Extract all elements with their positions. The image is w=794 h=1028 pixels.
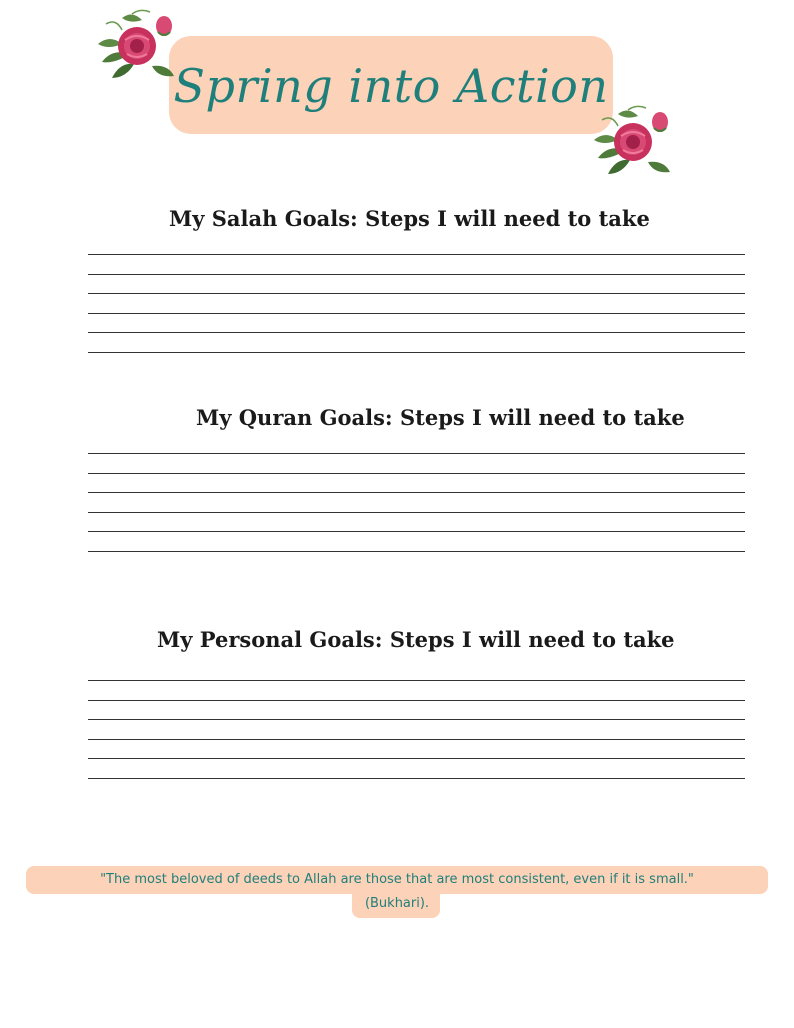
rose-flower-icon [92,4,180,86]
writing-line[interactable] [88,680,745,681]
writing-line[interactable] [88,332,745,333]
writing-line[interactable] [88,453,745,454]
writing-line[interactable] [88,778,745,779]
writing-line[interactable] [88,531,745,532]
quote-source: (Bukhari). [364,896,430,911]
writing-line[interactable] [88,313,745,314]
writing-line[interactable] [88,492,745,493]
title-banner [169,36,613,134]
writing-line[interactable] [88,551,745,552]
salah-writing-lines[interactable] [88,254,745,354]
rose-flower-icon [588,100,676,182]
writing-line[interactable] [88,293,745,294]
writing-line[interactable] [88,254,745,255]
writing-line[interactable] [88,473,745,474]
writing-line[interactable] [88,719,745,720]
personal-writing-lines[interactable] [88,680,745,780]
quran-writing-lines[interactable] [88,453,745,553]
salah-goals-heading: My Salah Goals: Steps I will need to take [169,206,650,231]
writing-line[interactable] [88,700,745,701]
page-title: Spring into Action [173,59,609,113]
writing-line[interactable] [88,758,745,759]
personal-goals-heading: My Personal Goals: Steps I will need to take [157,627,675,652]
quran-goals-heading: My Quran Goals: Steps I will need to take [196,405,685,430]
writing-line[interactable] [88,739,745,740]
writing-line[interactable] [88,352,745,353]
writing-line[interactable] [88,512,745,513]
quote-text: "The most beloved of deeds to Allah are those that are most consistent, even if it is small." [100,872,694,887]
writing-line[interactable] [88,274,745,275]
